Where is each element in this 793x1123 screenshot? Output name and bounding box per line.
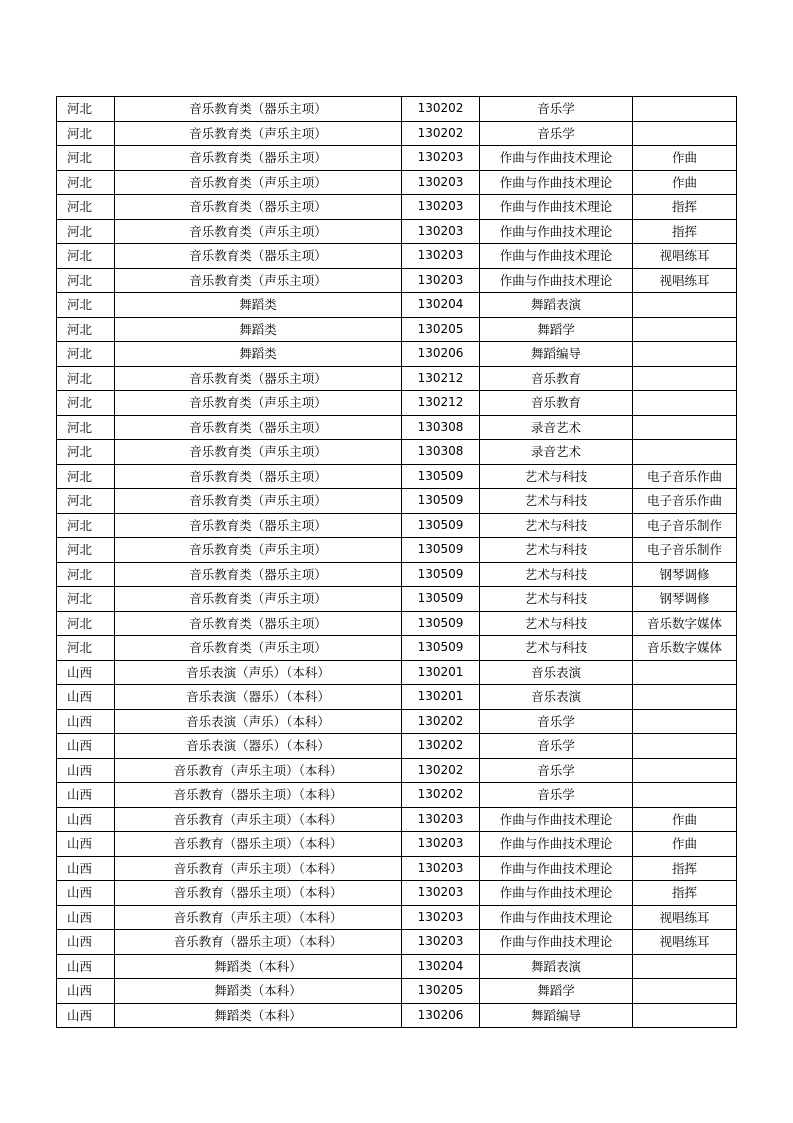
- table-row: [57, 244, 737, 269]
- major-name-cell: 作曲与作曲技术理论: [480, 930, 633, 955]
- province-cell: 河北: [57, 342, 115, 367]
- major-name-cell: 舞蹈学: [480, 979, 633, 1004]
- major-code-cell: 130509: [402, 562, 480, 587]
- direction-cell: [633, 121, 737, 146]
- major-name-cell: 作曲与作曲技术理论: [480, 905, 633, 930]
- direction-cell: 钢琴调修: [633, 562, 737, 587]
- table-row: [57, 415, 737, 440]
- exam-category-cell: 音乐教育类（器乐主项）: [115, 366, 402, 391]
- direction-cell: [633, 783, 737, 808]
- major-name-cell: 艺术与科技: [480, 464, 633, 489]
- province-cell: 山西: [57, 905, 115, 930]
- direction-cell: [633, 709, 737, 734]
- exam-category-cell: 舞蹈类（本科）: [115, 979, 402, 1004]
- province-cell: 河北: [57, 513, 115, 538]
- exam-category-cell: 音乐教育类（器乐主项）: [115, 611, 402, 636]
- major-code-cell: 130202: [402, 97, 480, 122]
- exam-category-cell: 音乐教育（声乐主项）（本科）: [115, 807, 402, 832]
- exam-category-cell: 音乐表演（器乐）（本科）: [115, 734, 402, 759]
- table-row: [57, 832, 737, 857]
- major-code-cell: 130201: [402, 660, 480, 685]
- table-row: [57, 489, 737, 514]
- direction-cell: 指挥: [633, 195, 737, 220]
- direction-cell: 电子音乐作曲: [633, 464, 737, 489]
- major-name-cell: 音乐学: [480, 97, 633, 122]
- direction-cell: 指挥: [633, 856, 737, 881]
- exam-category-cell: 舞蹈类（本科）: [115, 1003, 402, 1028]
- province-cell: 河北: [57, 611, 115, 636]
- exam-category-cell: 音乐教育类（器乐主项）: [115, 464, 402, 489]
- province-cell: 山西: [57, 758, 115, 783]
- exam-category-cell: 音乐教育类（器乐主项）: [115, 146, 402, 171]
- table-row: [57, 391, 737, 416]
- table-row: [57, 709, 737, 734]
- major-code-cell: 130202: [402, 758, 480, 783]
- table-row: [57, 930, 737, 955]
- table-row: [57, 562, 737, 587]
- major-name-cell: 作曲与作曲技术理论: [480, 832, 633, 857]
- major-name-cell: 音乐学: [480, 758, 633, 783]
- direction-cell: 音乐数字媒体: [633, 611, 737, 636]
- exam-category-cell: 音乐教育类（声乐主项）: [115, 538, 402, 563]
- direction-cell: 钢琴调修: [633, 587, 737, 612]
- major-code-cell: 130203: [402, 930, 480, 955]
- exam-category-cell: 舞蹈类: [115, 317, 402, 342]
- province-cell: 河北: [57, 562, 115, 587]
- province-cell: 山西: [57, 660, 115, 685]
- major-code-cell: 130509: [402, 513, 480, 538]
- province-cell: 山西: [57, 709, 115, 734]
- major-code-cell: 130203: [402, 905, 480, 930]
- direction-cell: 指挥: [633, 881, 737, 906]
- major-code-cell: 130202: [402, 734, 480, 759]
- direction-cell: [633, 440, 737, 465]
- province-cell: 山西: [57, 979, 115, 1004]
- province-cell: 山西: [57, 832, 115, 857]
- exam-category-cell: 音乐教育类（声乐主项）: [115, 391, 402, 416]
- major-name-cell: 作曲与作曲技术理论: [480, 195, 633, 220]
- direction-cell: [633, 979, 737, 1004]
- table-row: [57, 611, 737, 636]
- table-row: [57, 881, 737, 906]
- exam-category-cell: 音乐教育（声乐主项）（本科）: [115, 758, 402, 783]
- direction-cell: 视唱练耳: [633, 905, 737, 930]
- exam-category-cell: 音乐表演（声乐）（本科）: [115, 709, 402, 734]
- table-row: [57, 660, 737, 685]
- direction-cell: 音乐数字媒体: [633, 636, 737, 661]
- exam-category-cell: 音乐教育类（器乐主项）: [115, 97, 402, 122]
- province-cell: 河北: [57, 366, 115, 391]
- exam-category-cell: 音乐教育类（器乐主项）: [115, 244, 402, 269]
- table-row: [57, 685, 737, 710]
- direction-cell: 作曲: [633, 807, 737, 832]
- table-row: [57, 856, 737, 881]
- major-name-cell: 作曲与作曲技术理论: [480, 807, 633, 832]
- major-name-cell: 艺术与科技: [480, 513, 633, 538]
- table-row: [57, 170, 737, 195]
- exam-category-cell: 音乐教育类（器乐主项）: [115, 562, 402, 587]
- direction-cell: 电子音乐制作: [633, 538, 737, 563]
- direction-cell: [633, 1003, 737, 1028]
- major-code-cell: 130202: [402, 783, 480, 808]
- major-name-cell: 录音艺术: [480, 440, 633, 465]
- exam-category-cell: 音乐教育（器乐主项）（本科）: [115, 832, 402, 857]
- major-code-cell: 130509: [402, 611, 480, 636]
- province-cell: 河北: [57, 146, 115, 171]
- table-row: [57, 513, 737, 538]
- major-code-cell: 130203: [402, 881, 480, 906]
- direction-cell: 作曲: [633, 170, 737, 195]
- major-name-cell: 舞蹈学: [480, 317, 633, 342]
- province-cell: 河北: [57, 219, 115, 244]
- major-name-cell: 音乐学: [480, 783, 633, 808]
- exam-category-cell: 音乐教育（器乐主项）（本科）: [115, 783, 402, 808]
- exam-category-cell: 音乐教育类（器乐主项）: [115, 513, 402, 538]
- table-row: [57, 979, 737, 1004]
- major-name-cell: 作曲与作曲技术理论: [480, 856, 633, 881]
- province-cell: 山西: [57, 954, 115, 979]
- major-code-cell: 130212: [402, 366, 480, 391]
- table-row: [57, 440, 737, 465]
- major-name-cell: 艺术与科技: [480, 489, 633, 514]
- major-name-cell: 录音艺术: [480, 415, 633, 440]
- direction-cell: 作曲: [633, 146, 737, 171]
- major-name-cell: 音乐表演: [480, 660, 633, 685]
- exam-category-cell: 音乐教育类（声乐主项）: [115, 489, 402, 514]
- table-row: [57, 268, 737, 293]
- major-name-cell: 作曲与作曲技术理论: [480, 219, 633, 244]
- exam-category-cell: 音乐教育类（声乐主项）: [115, 636, 402, 661]
- major-name-cell: 作曲与作曲技术理论: [480, 146, 633, 171]
- province-cell: 河北: [57, 440, 115, 465]
- major-code-cell: 130509: [402, 636, 480, 661]
- province-cell: 山西: [57, 734, 115, 759]
- province-cell: 山西: [57, 881, 115, 906]
- direction-cell: [633, 415, 737, 440]
- exam-category-cell: 音乐教育（器乐主项）（本科）: [115, 881, 402, 906]
- major-code-cell: 130509: [402, 489, 480, 514]
- direction-cell: 指挥: [633, 219, 737, 244]
- major-code-cell: 130202: [402, 121, 480, 146]
- table-row: [57, 317, 737, 342]
- major-code-cell: 130203: [402, 832, 480, 857]
- table-row: [57, 905, 737, 930]
- direction-cell: 视唱练耳: [633, 244, 737, 269]
- major-code-cell: 130203: [402, 244, 480, 269]
- major-name-cell: 舞蹈表演: [480, 954, 633, 979]
- major-code-cell: 130204: [402, 954, 480, 979]
- exam-category-cell: 音乐教育类（声乐主项）: [115, 440, 402, 465]
- major-code-cell: 130206: [402, 342, 480, 367]
- province-cell: 山西: [57, 685, 115, 710]
- table-row: [57, 366, 737, 391]
- table-row: [57, 734, 737, 759]
- province-cell: 河北: [57, 244, 115, 269]
- direction-cell: [633, 293, 737, 318]
- table-row: [57, 538, 737, 563]
- direction-cell: 电子音乐作曲: [633, 489, 737, 514]
- table-row: [57, 146, 737, 171]
- table-row: [57, 293, 737, 318]
- province-cell: 河北: [57, 489, 115, 514]
- major-name-cell: 舞蹈编导: [480, 342, 633, 367]
- exam-category-cell: 舞蹈类: [115, 342, 402, 367]
- exam-category-cell: 音乐表演（声乐）（本科）: [115, 660, 402, 685]
- province-cell: 河北: [57, 97, 115, 122]
- province-cell: 河北: [57, 268, 115, 293]
- direction-cell: 视唱练耳: [633, 268, 737, 293]
- table-body: [57, 97, 737, 1028]
- exam-category-cell: 舞蹈类（本科）: [115, 954, 402, 979]
- major-code-cell: 130203: [402, 268, 480, 293]
- exam-category-cell: 音乐教育类（声乐主项）: [115, 170, 402, 195]
- major-code-cell: 130203: [402, 856, 480, 881]
- direction-cell: [633, 391, 737, 416]
- exam-category-cell: 音乐教育类（声乐主项）: [115, 268, 402, 293]
- direction-cell: [633, 660, 737, 685]
- exam-category-cell: 音乐教育类（声乐主项）: [115, 587, 402, 612]
- table-row: [57, 219, 737, 244]
- table-row: [57, 954, 737, 979]
- major-code-cell: 130509: [402, 587, 480, 612]
- direction-cell: [633, 734, 737, 759]
- major-name-cell: 艺术与科技: [480, 538, 633, 563]
- major-name-cell: 音乐教育: [480, 391, 633, 416]
- major-name-cell: 作曲与作曲技术理论: [480, 244, 633, 269]
- major-code-cell: 130509: [402, 538, 480, 563]
- major-name-cell: 作曲与作曲技术理论: [480, 268, 633, 293]
- table-row: [57, 758, 737, 783]
- major-code-cell: 130203: [402, 170, 480, 195]
- major-name-cell: 艺术与科技: [480, 636, 633, 661]
- province-cell: 河北: [57, 195, 115, 220]
- major-name-cell: 作曲与作曲技术理论: [480, 881, 633, 906]
- province-cell: 河北: [57, 170, 115, 195]
- direction-cell: [633, 758, 737, 783]
- table-row: [57, 1003, 737, 1028]
- table-row: [57, 587, 737, 612]
- exam-category-cell: 音乐教育类（声乐主项）: [115, 121, 402, 146]
- major-name-cell: 音乐学: [480, 709, 633, 734]
- major-code-cell: 130206: [402, 1003, 480, 1028]
- major-name-cell: 音乐表演: [480, 685, 633, 710]
- exam-category-cell: 音乐教育（声乐主项）（本科）: [115, 856, 402, 881]
- admissions-table: [56, 96, 737, 1028]
- major-name-cell: 音乐学: [480, 734, 633, 759]
- table-row: [57, 807, 737, 832]
- major-name-cell: 艺术与科技: [480, 587, 633, 612]
- major-code-cell: 130308: [402, 415, 480, 440]
- major-code-cell: 130204: [402, 293, 480, 318]
- province-cell: 河北: [57, 538, 115, 563]
- direction-cell: [633, 366, 737, 391]
- table-row: [57, 195, 737, 220]
- major-code-cell: 130201: [402, 685, 480, 710]
- table-row: [57, 636, 737, 661]
- direction-cell: [633, 954, 737, 979]
- major-code-cell: 130205: [402, 979, 480, 1004]
- exam-category-cell: 舞蹈类: [115, 293, 402, 318]
- table-row: [57, 97, 737, 122]
- direction-cell: 电子音乐制作: [633, 513, 737, 538]
- direction-cell: [633, 342, 737, 367]
- province-cell: 河北: [57, 636, 115, 661]
- exam-category-cell: 音乐教育类（器乐主项）: [115, 195, 402, 220]
- major-code-cell: 130205: [402, 317, 480, 342]
- province-cell: 山西: [57, 1003, 115, 1028]
- province-cell: 河北: [57, 391, 115, 416]
- major-code-cell: 130203: [402, 807, 480, 832]
- table-row: [57, 342, 737, 367]
- table-row: [57, 783, 737, 808]
- major-name-cell: 音乐教育: [480, 366, 633, 391]
- table-row: [57, 121, 737, 146]
- exam-category-cell: 音乐教育（器乐主项）（本科）: [115, 930, 402, 955]
- direction-cell: [633, 317, 737, 342]
- major-code-cell: 130212: [402, 391, 480, 416]
- exam-category-cell: 音乐教育（声乐主项）（本科）: [115, 905, 402, 930]
- major-code-cell: 130203: [402, 219, 480, 244]
- province-cell: 河北: [57, 121, 115, 146]
- direction-cell: [633, 685, 737, 710]
- direction-cell: [633, 97, 737, 122]
- exam-category-cell: 音乐教育类（器乐主项）: [115, 415, 402, 440]
- major-code-cell: 130202: [402, 709, 480, 734]
- major-name-cell: 舞蹈表演: [480, 293, 633, 318]
- major-code-cell: 130308: [402, 440, 480, 465]
- major-code-cell: 130203: [402, 195, 480, 220]
- province-cell: 河北: [57, 587, 115, 612]
- major-name-cell: 作曲与作曲技术理论: [480, 170, 633, 195]
- province-cell: 河北: [57, 415, 115, 440]
- province-cell: 山西: [57, 807, 115, 832]
- major-name-cell: 艺术与科技: [480, 562, 633, 587]
- exam-category-cell: 音乐表演（器乐）（本科）: [115, 685, 402, 710]
- province-cell: 河北: [57, 317, 115, 342]
- table-row: [57, 464, 737, 489]
- major-name-cell: 音乐学: [480, 121, 633, 146]
- province-cell: 山西: [57, 930, 115, 955]
- province-cell: 山西: [57, 783, 115, 808]
- direction-cell: 视唱练耳: [633, 930, 737, 955]
- province-cell: 河北: [57, 464, 115, 489]
- province-cell: 河北: [57, 293, 115, 318]
- direction-cell: 作曲: [633, 832, 737, 857]
- exam-category-cell: 音乐教育类（声乐主项）: [115, 219, 402, 244]
- major-name-cell: 艺术与科技: [480, 611, 633, 636]
- province-cell: 山西: [57, 856, 115, 881]
- major-code-cell: 130509: [402, 464, 480, 489]
- major-code-cell: 130203: [402, 146, 480, 171]
- major-name-cell: 舞蹈编导: [480, 1003, 633, 1028]
